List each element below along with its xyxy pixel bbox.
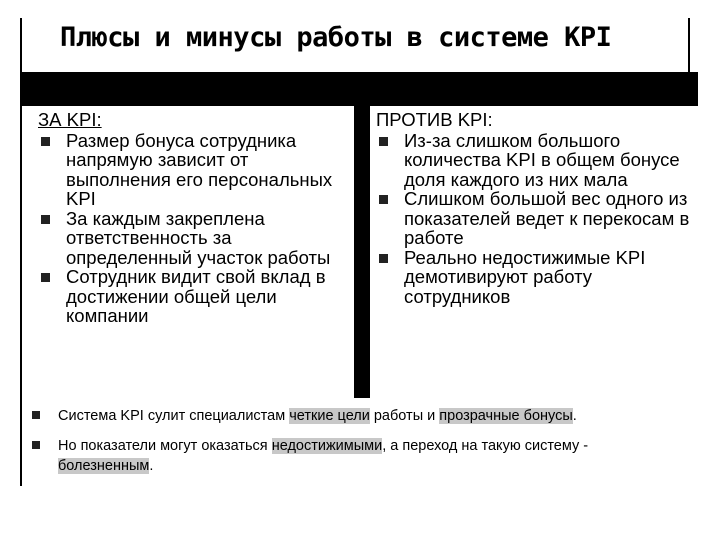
con-item-text: Слишком большой вес одного из показателей ведет к перекосам в работе bbox=[404, 188, 690, 248]
con-item-text: Реально недостижимые KPI демотивируют работу сотрудников bbox=[404, 246, 646, 307]
summary-text-part: . bbox=[149, 458, 154, 474]
highlight-unattainable: недостижимыми bbox=[271, 438, 383, 454]
summary-text-2 bbox=[34, 436, 684, 476]
column-divider bbox=[354, 106, 370, 398]
pro-item bbox=[38, 267, 348, 326]
con-column bbox=[376, 110, 696, 306]
square-bullet-icon bbox=[379, 137, 388, 146]
square-bullet-icon bbox=[41, 215, 50, 224]
slide-title: Плюсы и минусы работы в системе KPI bbox=[60, 22, 612, 53]
highlight-clear-goals: четкие цели bbox=[289, 408, 370, 424]
pro-item-text: Размер бонуса сотрудника напрямую зависит от выполнения его персональных KPI bbox=[66, 129, 333, 209]
pro-heading: ЗА KPI: bbox=[38, 109, 102, 130]
pro-list bbox=[38, 131, 348, 326]
pro-item bbox=[38, 209, 348, 268]
title-bar bbox=[22, 72, 698, 106]
pro-item bbox=[38, 131, 348, 209]
pro-item-text: Сотрудник видит свой вклад в достижении общей цели компании bbox=[66, 266, 326, 326]
summary-text-1 bbox=[34, 406, 684, 426]
con-item-text: Из-за слишком большого количества KPI в общем бонусе доля каждого из них мала bbox=[404, 129, 680, 190]
square-bullet-icon bbox=[32, 441, 40, 449]
square-bullet-icon bbox=[379, 195, 388, 204]
summary-text-part: работы и bbox=[369, 408, 440, 424]
highlight-transparent-bonuses: прозрачные бонусы bbox=[439, 408, 573, 424]
summary-line-1 bbox=[34, 406, 684, 426]
square-bullet-icon bbox=[41, 273, 50, 282]
summary-text-part: Система KPI сулит специалистам bbox=[58, 408, 290, 424]
highlight-painful: болезненным bbox=[58, 458, 150, 474]
summary-text-part: Но показатели могут оказаться bbox=[58, 438, 272, 454]
square-bullet-icon bbox=[41, 137, 50, 146]
con-heading: ПРОТИВ KPI: bbox=[376, 109, 493, 130]
con-item bbox=[376, 189, 696, 248]
summary-line-2 bbox=[34, 436, 684, 476]
con-list bbox=[376, 131, 696, 307]
con-item bbox=[376, 248, 696, 307]
pro-column bbox=[38, 110, 348, 326]
con-item bbox=[376, 131, 696, 190]
square-bullet-icon bbox=[379, 254, 388, 263]
pro-item-text: За каждым закреплена ответственность за определенный участок работы bbox=[66, 207, 331, 268]
summary-text-part: , а переход на такую систему - bbox=[382, 438, 589, 454]
square-bullet-icon bbox=[32, 411, 40, 419]
summary-text-part: . bbox=[572, 408, 577, 424]
